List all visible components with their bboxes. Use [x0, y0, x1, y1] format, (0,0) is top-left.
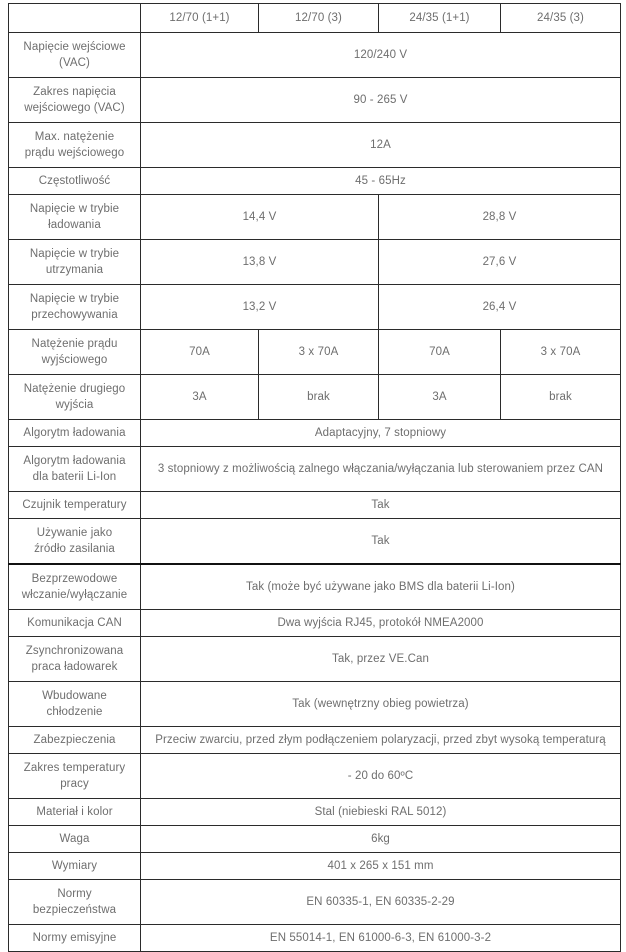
row-label	[9, 564, 141, 610]
row-value-col-1: 70A	[141, 330, 259, 375]
row-value: 90 - 265 V	[141, 78, 621, 123]
table-row	[9, 195, 621, 240]
row-label	[9, 519, 141, 565]
cell-line: Natężenie drugiego	[23, 382, 126, 395]
row-value: EN 60335-1, EN 60335-2-29	[141, 880, 621, 925]
table-row	[9, 168, 621, 195]
cell-line: utrzymania	[45, 264, 104, 276]
row-label	[9, 637, 141, 682]
cell-line: Zsynchronizowana	[25, 644, 124, 657]
cell-line: Napięcie w trybie	[29, 202, 120, 215]
row-value-col-2: 3 x 70A	[259, 330, 379, 375]
row-value-col-4: brak	[501, 375, 621, 420]
column-header-1: 12/70 (1+1)	[141, 4, 259, 33]
row-value: Tak	[141, 519, 621, 565]
cell-line: Napięcie wejściowe	[23, 40, 126, 53]
cell-line: prądu wejściowego	[24, 147, 125, 159]
row-label	[9, 727, 141, 754]
cell-line: wyjściowego	[41, 354, 108, 366]
row-value: Tak	[141, 492, 621, 519]
column-header-4: 24/35 (3)	[501, 4, 621, 33]
table-row	[9, 420, 621, 447]
table-row	[9, 492, 621, 519]
row-value-pair-1: 13,8 V	[141, 240, 379, 285]
cell-line: Algorytm ładowania	[23, 454, 126, 467]
table-row	[9, 375, 621, 420]
row-label	[9, 853, 141, 880]
cell-line: praca ładowarek	[31, 661, 118, 673]
cell-line: Materiał i kolor	[36, 805, 113, 818]
table-row	[9, 240, 621, 285]
table-row	[9, 754, 621, 799]
cell-line: dla baterii Li-Ion	[32, 471, 117, 483]
table-row	[9, 33, 621, 78]
cell-line: Normy emisyjne	[32, 931, 117, 944]
header-corner-cell	[9, 4, 141, 33]
cell-line: włczanie/wyłączanie	[21, 589, 128, 601]
table-row	[9, 447, 621, 492]
row-label	[9, 754, 141, 799]
cell-line: Natężenie prądu	[31, 337, 118, 350]
row-value: Tak (może być używane jako BMS dla baterii Li-Ion)	[141, 564, 621, 610]
table-row	[9, 78, 621, 123]
table-row	[9, 727, 621, 754]
row-label	[9, 682, 141, 727]
row-label	[9, 420, 141, 447]
row-value: 6kg	[141, 826, 621, 853]
cell-line: (VAC)	[59, 57, 90, 69]
cell-line: Komunikacja CAN	[27, 616, 122, 629]
cell-line: Używanie jako	[36, 526, 113, 539]
row-value: 401 x 265 x 151 mm	[141, 853, 621, 880]
row-label	[9, 447, 141, 492]
row-value: Tak, przez VE.Can	[141, 637, 621, 682]
table-row	[9, 610, 621, 637]
row-value-pair-1: 14,4 V	[141, 195, 379, 240]
table-row	[9, 682, 621, 727]
cell-line: Napięcie w trybie	[29, 292, 120, 305]
cell-line: Czujnik temperatury	[22, 498, 127, 511]
row-value-col-3: 70A	[379, 330, 501, 375]
row-value: Tak (wewnętrzny obieg powietrza)	[141, 682, 621, 727]
cell-line: Waga	[59, 832, 90, 845]
cell-line: Algorytm ładowania	[23, 426, 126, 439]
row-value-pair-2: 26,4 V	[379, 285, 621, 330]
cell-line: ładowania	[48, 219, 101, 231]
cell-line: Zakres napięcia	[33, 85, 116, 98]
row-label	[9, 33, 141, 78]
row-label	[9, 799, 141, 826]
cell-line: Napięcie w trybie	[29, 247, 120, 260]
row-label	[9, 168, 141, 195]
cell-line: źródło zasilania	[34, 543, 115, 555]
table-row	[9, 826, 621, 853]
cell-line: bezpieczeństwa	[32, 904, 117, 916]
cell-line: chłodzenie	[46, 706, 103, 718]
row-label	[9, 78, 141, 123]
cell-line: Max. natężenie	[34, 130, 115, 143]
row-value: - 20 do 60ºC	[141, 754, 621, 799]
cell-line: przechowywania	[31, 309, 118, 321]
row-value: Dwa wyjścia RJ45, protokół NMEA2000	[141, 610, 621, 637]
column-header-2: 12/70 (3)	[259, 4, 379, 33]
table-header-row	[9, 4, 621, 33]
row-label	[9, 610, 141, 637]
row-label	[9, 285, 141, 330]
specifications-table	[8, 3, 621, 952]
cell-line: wyjścia	[55, 399, 94, 411]
cell-line: Normy	[57, 887, 92, 900]
row-value: 12A	[141, 123, 621, 168]
row-label	[9, 123, 141, 168]
row-label	[9, 492, 141, 519]
row-label	[9, 240, 141, 285]
cell-line: wejściowego (VAC)	[24, 102, 125, 114]
row-value: 3 stopniowy z możliwością zalnego włączania/wyłączania lub sterowaniem przez CAN	[141, 447, 621, 492]
cell-line: Częstotliwość	[38, 174, 111, 187]
row-value: Stal (niebieski RAL 5012)	[141, 799, 621, 826]
table-row	[9, 123, 621, 168]
table-row	[9, 925, 621, 952]
column-header-3: 24/35 (1+1)	[379, 4, 501, 33]
cell-line: Wbudowane	[42, 689, 107, 702]
row-label	[9, 826, 141, 853]
row-label	[9, 925, 141, 952]
table-row	[9, 330, 621, 375]
row-value-pair-1: 13,2 V	[141, 285, 379, 330]
cell-line: pracy	[60, 778, 89, 790]
table-row	[9, 880, 621, 925]
cell-line: Bezprzewodowe	[31, 572, 118, 585]
row-value-pair-2: 28,8 V	[379, 195, 621, 240]
row-value: 45 - 65Hz	[141, 168, 621, 195]
row-label	[9, 330, 141, 375]
table-row	[9, 799, 621, 826]
table-row	[9, 519, 621, 565]
cell-line: Zabezpieczenia	[33, 733, 116, 746]
cell-line: Zakres temperatury	[23, 761, 126, 774]
table-row	[9, 564, 621, 610]
table-row	[9, 853, 621, 880]
row-value-col-1: 3A	[141, 375, 259, 420]
row-value-col-4: 3 x 70A	[501, 330, 621, 375]
row-label	[9, 880, 141, 925]
row-value-col-3: 3A	[379, 375, 501, 420]
row-value-pair-2: 27,6 V	[379, 240, 621, 285]
cell-line: Wymiary	[51, 859, 98, 872]
row-value: Przeciw zwarciu, przed złym podłączeniem polaryzacji, przed zbyt wysoką temperaturą	[141, 727, 621, 754]
table-row	[9, 637, 621, 682]
row-label	[9, 375, 141, 420]
row-value: EN 55014-1, EN 61000-6-3, EN 61000-3-2	[141, 925, 621, 952]
table-row	[9, 285, 621, 330]
row-label	[9, 195, 141, 240]
row-value-col-2: brak	[259, 375, 379, 420]
row-value: 120/240 V	[141, 33, 621, 78]
row-value: Adaptacyjny, 7 stopniowy	[141, 420, 621, 447]
